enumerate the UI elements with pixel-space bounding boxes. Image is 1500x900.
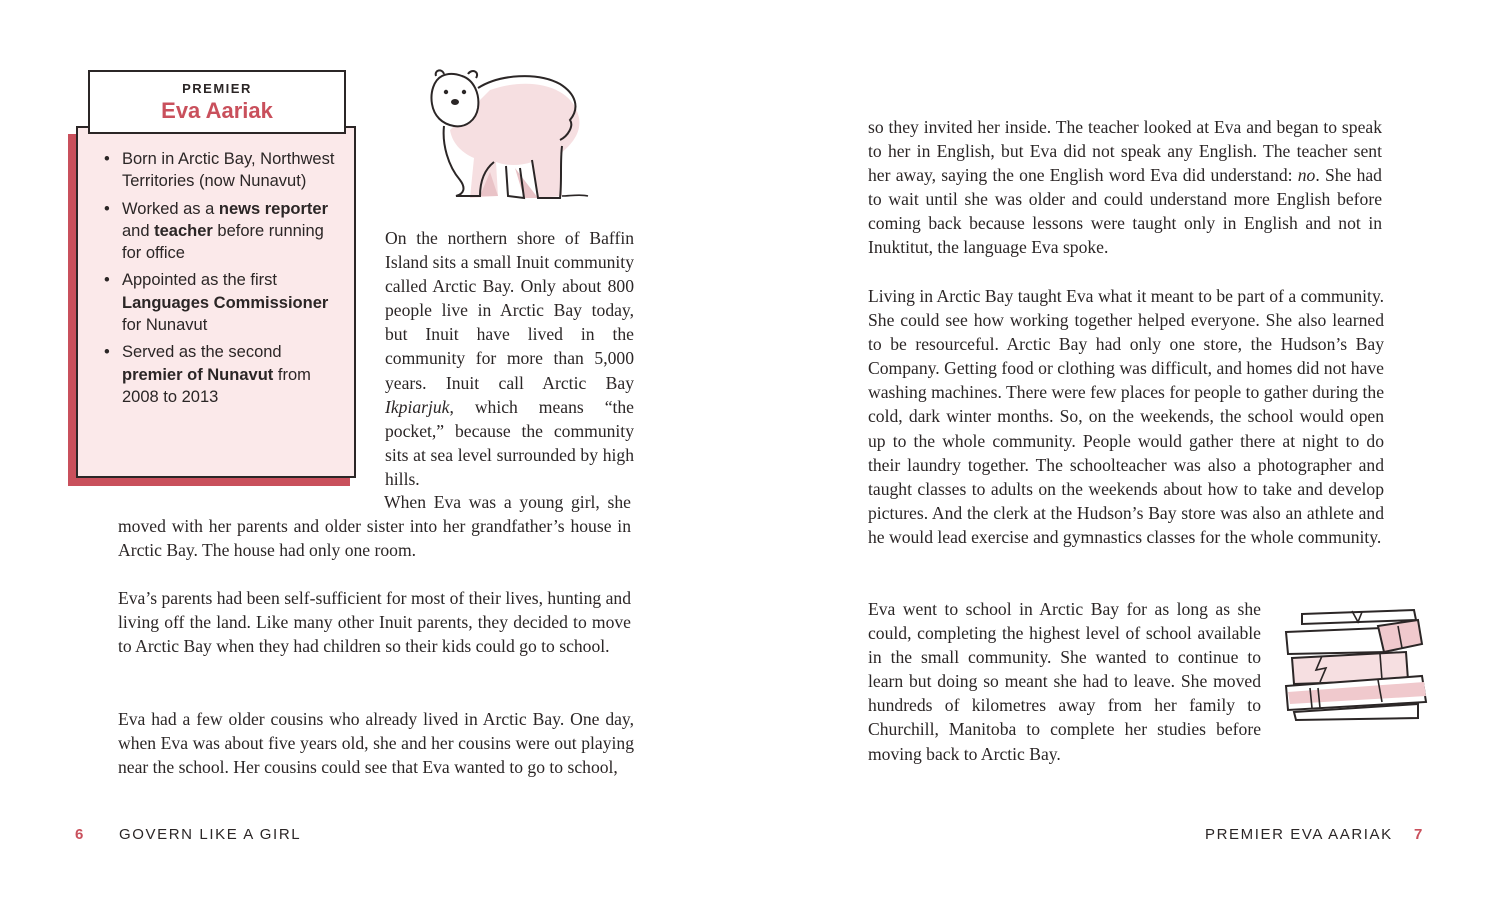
profile-fact: • Served as the second premier of Nunavut from 2008 to 2013 (104, 341, 344, 408)
right-page-number: 7 (1414, 826, 1423, 843)
books-stack-illustration (1282, 604, 1430, 724)
left-page-number: 6 (75, 826, 84, 843)
right-running-title: PREMIER EVA AARIAK (1205, 826, 1393, 843)
profile-fact: • Worked as a news reporter and teacher before running for office (104, 198, 344, 265)
left-paragraph-3: Eva’s parents had been self-sufficient for most of their lives, hunting and living off the land. Like many other Inuit parents, they decided to move to Arctic Bay when they had children so their kids could go to school. (118, 588, 631, 657)
right-paragraph-3: Eva went to school in Arctic Bay for as long as she could, completing the highest level of school available in the small community. She wanted to continue to learn but doing so meant she had to leave. She moved hundreds of kilometres away from her family to Churchill, Manitoba to complete her studies before moving back to Arctic Bay. (868, 599, 1261, 764)
profile-card-header (88, 70, 346, 134)
profile-kicker: PREMIER (182, 81, 252, 96)
polar-bear-illustration (420, 62, 596, 212)
profile-facts-list (104, 148, 344, 413)
profile-name: Eva Aariak (161, 98, 273, 123)
profile-fact: • Born in Arctic Bay, Northwest Territories (now Nunavut) (104, 148, 344, 193)
right-paragraph-2: Living in Arctic Bay taught Eva what it meant to be part of a community. She could see how working together helped everyone. She also learned to be resourceful. Arctic Bay had only one store, the Hudson’s Bay Company. Getting food or clothing was difficult, and homes did not have washing machines. There were few places for people to gather during the cold, dark winter months. So, on the weekends, the school would open up to the whole community. People would gather there at night to do their laundry together. The schoolteacher was also a photographer and taught classes to adults on the weekends about how to take and develop pictures. And the clerk at the Hudson’s Bay store was also an athlete and he would lead exercise and gymnastics classes for the whole community. (868, 286, 1384, 547)
profile-fact: • Appointed as the first Languages Commissioner for Nunavut (104, 269, 344, 336)
left-running-title: GOVERN LIKE A GIRL (119, 826, 302, 843)
left-paragraph-4: Eva had a few older cousins who already lived in Arctic Bay. One day, when Eva was about five years old, she and her cousins were out playing near the school. Her cousins could see that Eva wanted to go to school, (118, 709, 634, 778)
right-paragraph-1: so they invited her inside. The teacher looked at Eva and began to speak to her in English, but Eva did not speak any English. The teacher sent her away, saying the one English word Eva did understand: no. She had to wait until she was older and could understand more English before coming back because lessons were taught only in English and not in Inuktitut, the language Eva spoke. (868, 117, 1382, 258)
left-paragraph-1: On the northern shore of Baffin Island sits a small Inuit community called Arctic Bay. Only about 800 people live in Arctic Bay today, but Inuit have lived in the community for more than 5,000 years. Inuit call Arctic Bay Ikpiarjuk, which means “the pocket,” because the community sits at sea level surrounded by high hills. (385, 228, 634, 489)
left-paragraph-2: When Eva was a young girl, she moved with her parents and older sister into her grandfather’s house in Arctic Bay. The house had only one room. (118, 492, 631, 561)
